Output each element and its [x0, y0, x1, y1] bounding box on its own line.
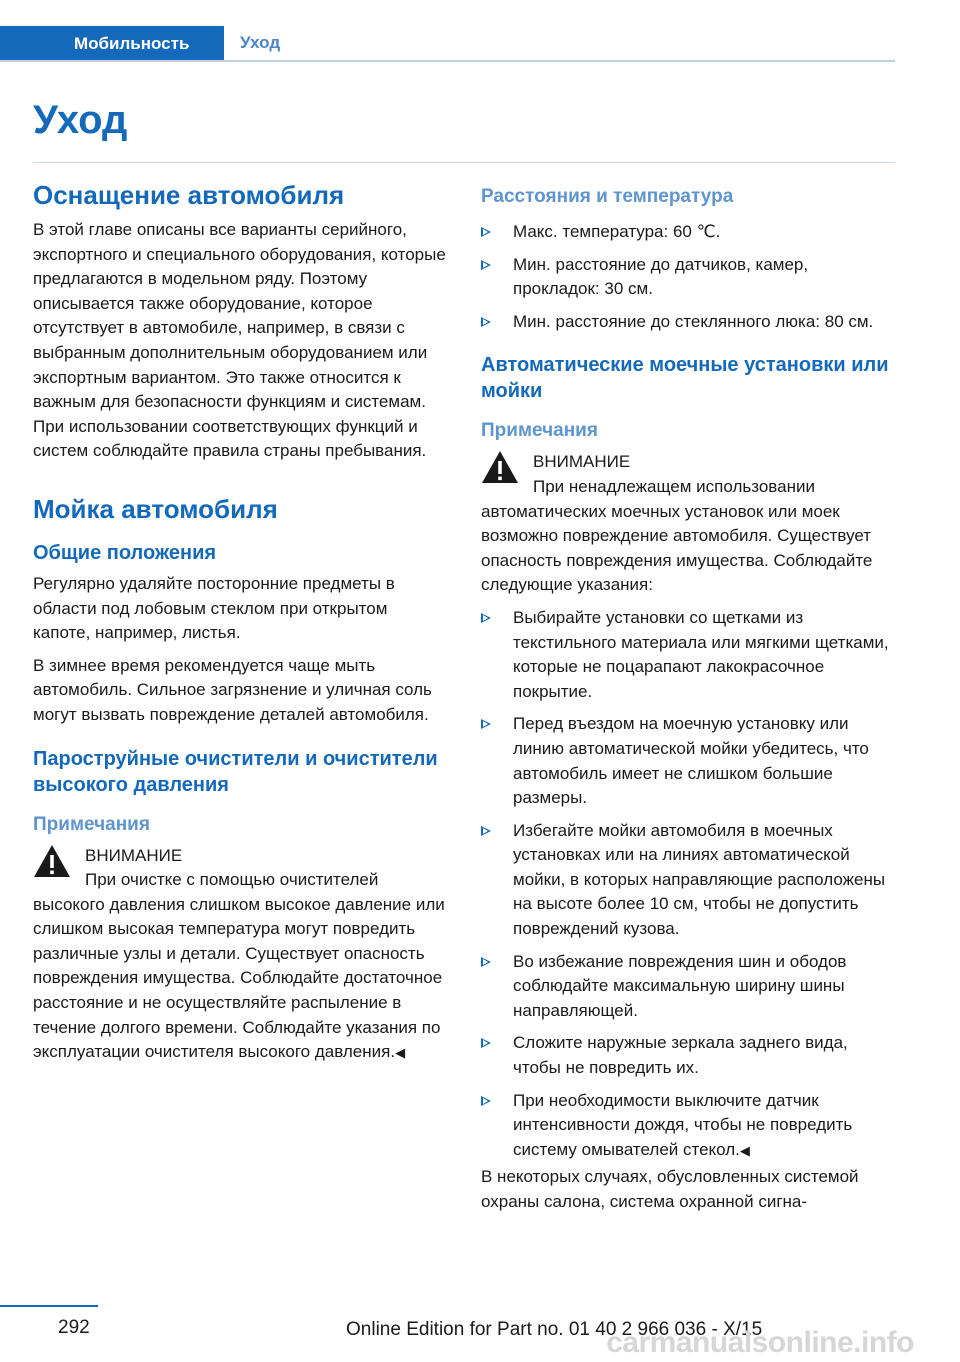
- subheading-automatic-washes: Автоматические моечные установки или мойки: [481, 354, 889, 403]
- header-tabs: [0, 26, 895, 62]
- subheading-distances: Расстояния и температура: [481, 186, 734, 207]
- warning-label: ВНИМАНИЕ: [85, 845, 183, 865]
- section-heading-equipment: Оснащение автомобиля: [33, 180, 345, 210]
- list-item: Во избежание повреждения шин и ободов соблюдайте максимальную ширину шины направляющей.: [481, 950, 896, 1024]
- general-paragraph-1: Регулярно удаляйте посторонние предметы в области под лобовым стеклом при открытом капоте, например, листья.: [33, 573, 395, 643]
- section-heading-washing: Мойка автомобиля: [33, 493, 278, 524]
- edition-text: Online Edition for Part no. 01 40 2 966 036 - X/15: [346, 1319, 763, 1340]
- bullet-triangle-icon: [481, 317, 491, 327]
- distance-list: [481, 220, 896, 334]
- tail-text: В некоторых случаях, обусловленных системой охраны салона, система охранной сигна-: [481, 1167, 859, 1211]
- footer-rule: [0, 1305, 98, 1307]
- left-column: [33, 178, 448, 1074]
- end-mark: ◀: [395, 1045, 406, 1061]
- bullet-triangle-icon: [481, 826, 491, 836]
- title-rule: [33, 162, 895, 163]
- warning-text: При очистке с помощью очистителей высокого давления слишком высокое давление или слишком высокая температура могут повредить различные узлы и детали. Существует опасность повреждения имущества. Соблюдайте достаточное расстояние и не осуществляйте распыление в течение долгого времени. Соблюдайте указания по эксплуатации очистителя высокого давления.◀: [33, 870, 445, 1062]
- subheading-general: Общие положения: [33, 541, 217, 564]
- warning-block-right: [481, 450, 896, 598]
- list-item: Выбирайте установки со щетками из текстильного материала или мягкими щетками, которые не поцарапают лакокрасочное покрытие.: [481, 606, 896, 704]
- bullet-triangle-icon: [481, 957, 491, 967]
- header-rule: [0, 60, 895, 62]
- warning-block: [33, 844, 448, 1066]
- list-item: Мин. расстояние до стеклянного люка: 80 см.: [481, 310, 896, 335]
- bullet-triangle-icon: [481, 719, 491, 729]
- watermark: carmanualsonline.info: [606, 1326, 914, 1359]
- list-item: Макс. температура: 60 ℃.: [481, 220, 896, 245]
- bullet-triangle-icon: [481, 1038, 491, 1048]
- tab-care[interactable]: Уход: [240, 33, 281, 52]
- right-column: [481, 178, 896, 1223]
- tab-mobility[interactable]: Мобильность: [0, 26, 224, 62]
- list-item: При необходимости выключите датчик интенсивности дождя, чтобы не повредить систему омывателей стекол.◀: [481, 1089, 896, 1164]
- subheading-steam-cleaners: Пароструйные очистители и очистители высокого давления: [33, 747, 438, 796]
- bullet-triangle-icon: [481, 613, 491, 623]
- list-item: Мин. расстояние до датчиков, камер, прокладок: 30 см.: [481, 253, 896, 302]
- list-item: Сложите наружные зеркала заднего вида, чтобы не повредить их.: [481, 1031, 896, 1080]
- page-number: 292: [58, 1317, 90, 1338]
- page-title: Уход: [33, 98, 128, 142]
- bullet-triangle-icon: [481, 260, 491, 270]
- general-paragraph-2: В зимнее время рекомендуется чаще мыть автомобиль. Сильное загрязнение и уличная соль могут вызвать повреждение деталей автомобиля.: [33, 655, 432, 724]
- end-mark: ◀: [739, 1142, 750, 1158]
- list-item: Избегайте мойки автомобиля в моечных установках или на линиях автоматической мойки, в которых направляющие расположены на высоте более 10 см, чтобы не допустить повреждений кузова.: [481, 819, 896, 942]
- list-item: Перед въездом на моечную установку или линию автоматической мойки убедитесь, что автомобиль имеет не слишком большие размеры.: [481, 712, 896, 810]
- warning-triangle-icon: [33, 844, 71, 878]
- equipment-text: В этой главе описаны все варианты серийного, экспортного и специального оборудования, которые предлагаются в модельном ряду. Поэтому описывается также оборудование, которое отсутствует в автомобиле, например, в связи с выбранным дополнительным оборудованием или экспортным вариантом. Это также относится к важным для безопасности функциям и системам. При использовании соответствующих функций и систем соблюдайте правила страны пребывания.: [33, 220, 446, 461]
- bullet-triangle-icon: [481, 227, 491, 237]
- automatic-wash-list: [481, 606, 896, 1163]
- subheading-notes-right: Примечания: [481, 420, 598, 442]
- warning-text: При ненадлежащем использовании автоматических моечных установок или моек возможно повреждение автомобиля. Существует опасность повреждения имущества. Соблюдайте следующие указания:: [481, 476, 873, 595]
- bullet-triangle-icon: [481, 1096, 491, 1106]
- warning-label: ВНИМАНИЕ: [533, 452, 631, 472]
- subheading-notes: Примечания: [33, 813, 150, 835]
- warning-triangle-icon: [481, 450, 519, 484]
